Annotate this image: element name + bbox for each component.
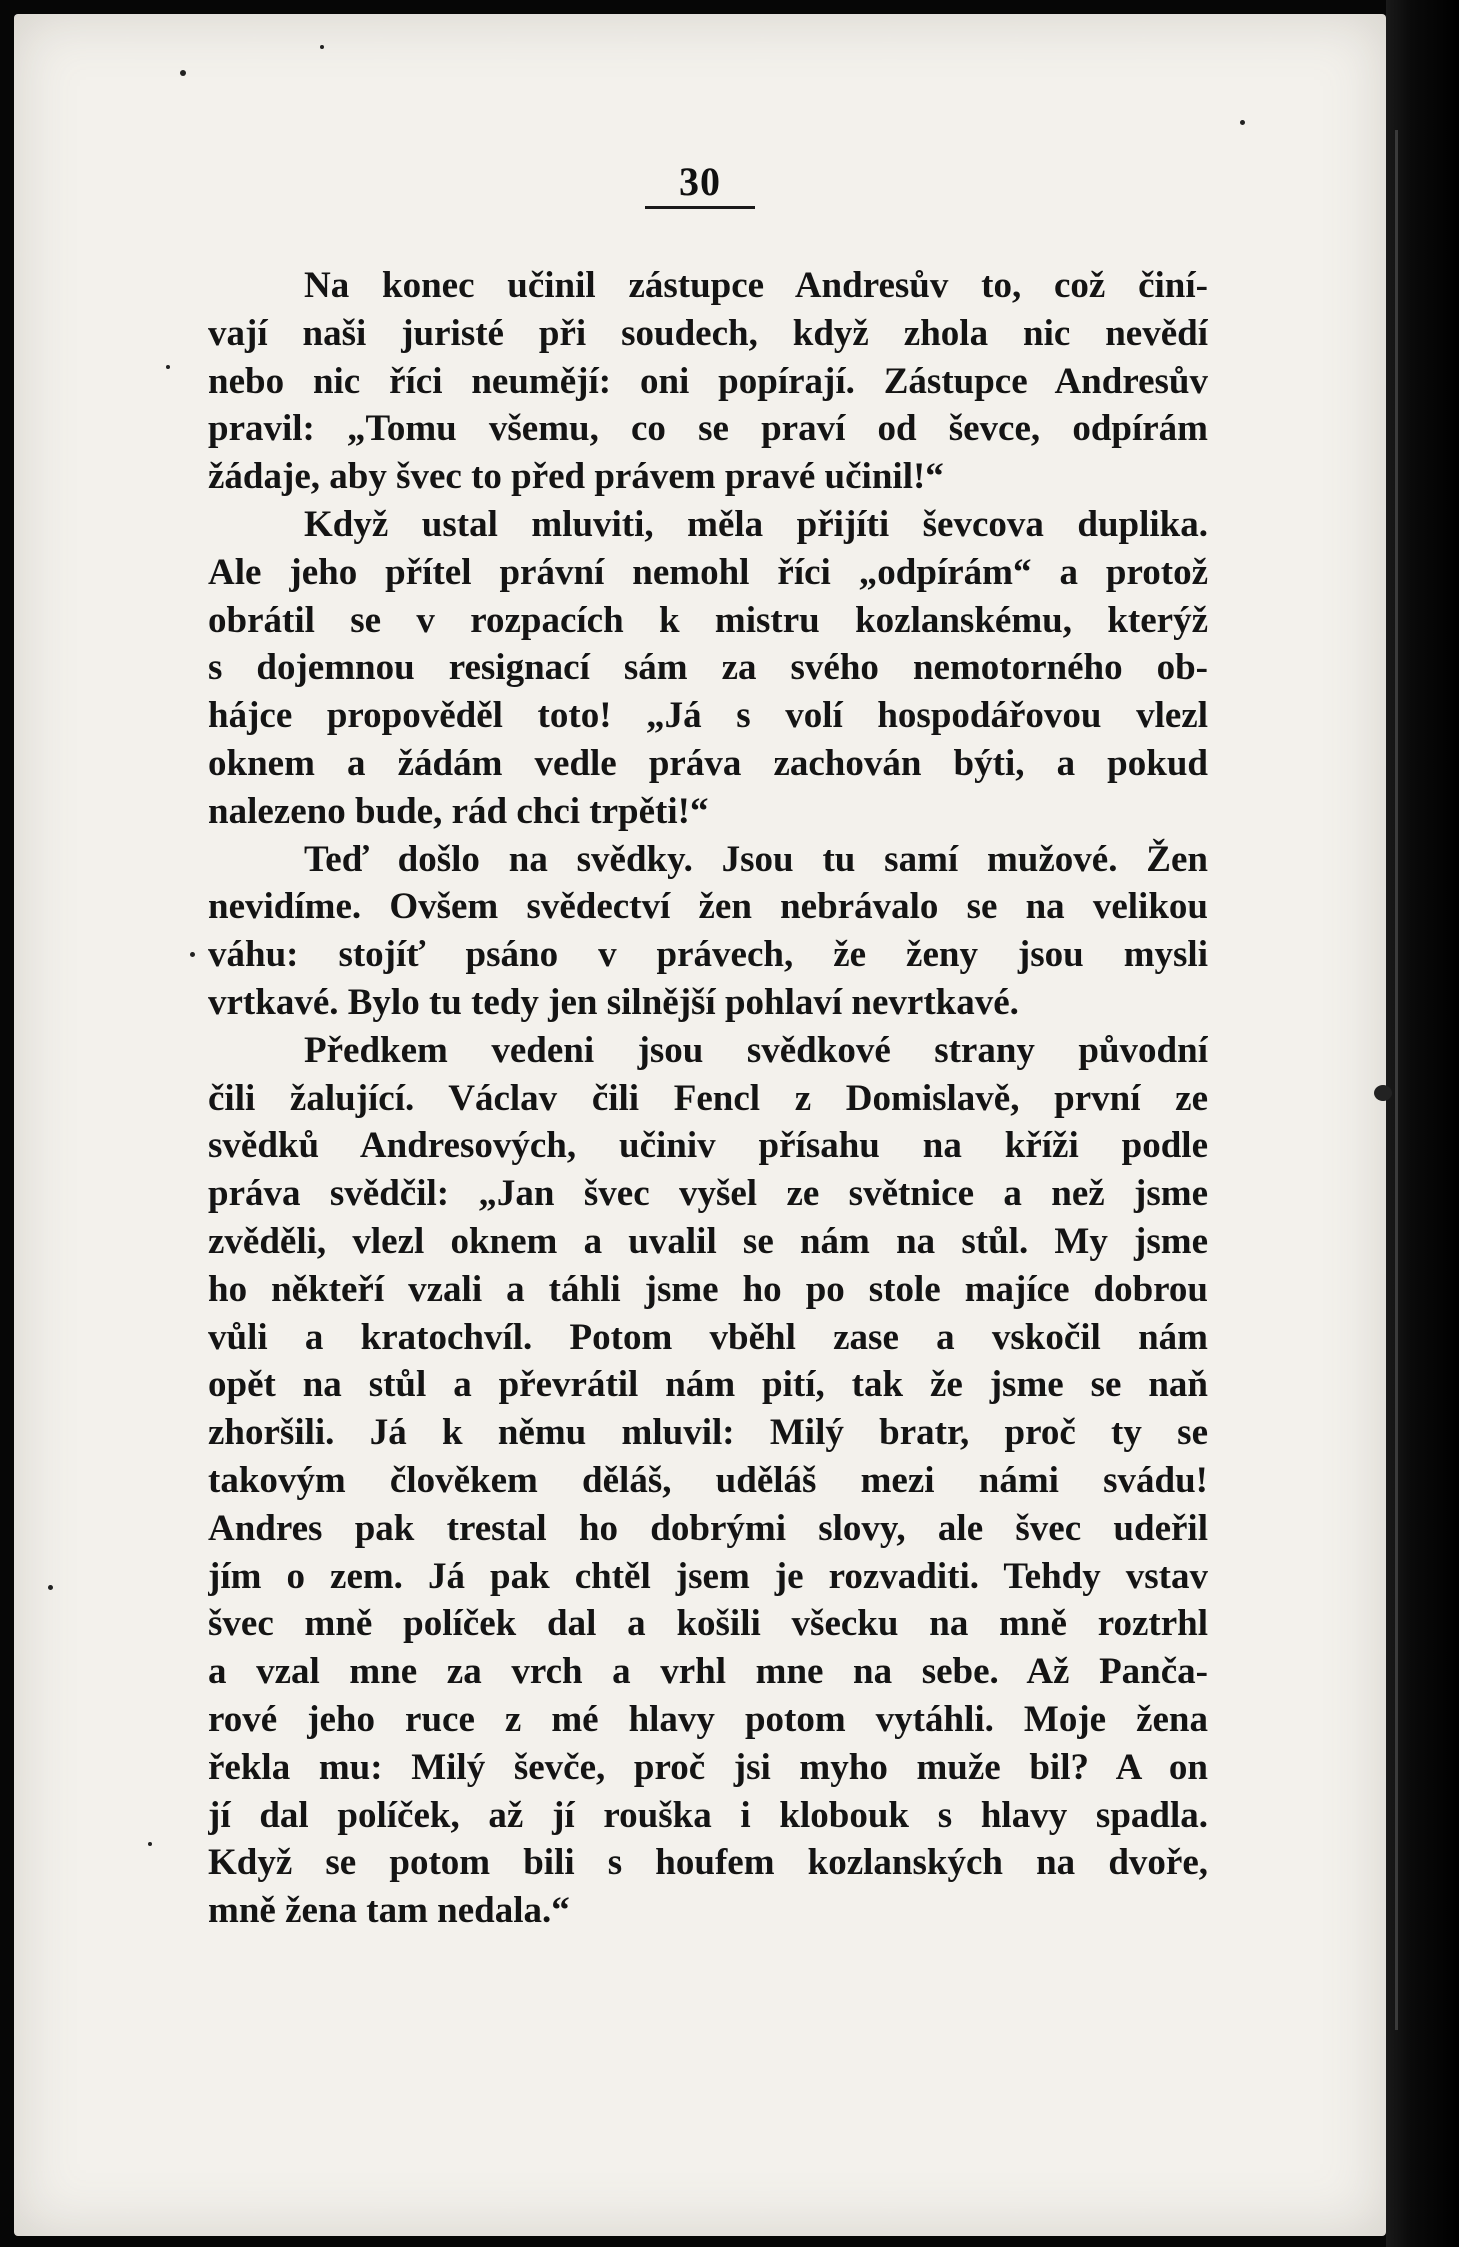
text-line: opět na stůl a převrátil nám pití, tak že jsme se naň — [208, 1364, 1208, 1406]
text-line: ho někteří vzali a táhli jsme ho po stole majíce dobrou — [208, 1268, 1208, 1310]
text-line: práva svědčil: „Jan švec vyšel ze světnice a než jsme — [208, 1173, 1208, 1215]
text-line: řekla mu: Milý ševče, proč jsi myho muže bil? A on — [208, 1746, 1208, 1788]
scan-speck — [180, 70, 186, 76]
text-line: Když se potom bili s houfem kozlanských na dvoře, — [208, 1842, 1208, 1884]
text-line: hájce propověděl toto! „Já s volí hospodářovou vlezl — [208, 695, 1208, 737]
text-line: oknem a žádám vedle práva zachován býti, a pokud — [208, 742, 1208, 784]
text-line: svědků Andresových, učiniv přísahu na kříži podle — [208, 1125, 1208, 1167]
text-line: vají naši juristé při soudech, když zhola nic nevědí — [208, 312, 1208, 354]
scan-speck — [1240, 120, 1245, 125]
text-line: nevidíme. Ovšem svědectví žen nebrávalo se na velikou — [208, 886, 1208, 928]
text-line: obrátil se v rozpacích k mistru kozlanskému, kterýž — [208, 599, 1208, 641]
text-line: zvěděli, vlezl oknem a uvalil se nám na stůl. My jsme — [208, 1220, 1208, 1262]
scan-speck — [166, 365, 170, 369]
text-line: švec mně políček dal a košili všecku na mně roztrhl — [208, 1603, 1208, 1645]
page-number-rule — [645, 206, 755, 209]
scan-speck — [1374, 1085, 1392, 1101]
text-line: Andres pak trestal ho dobrými slovy, ale švec udeřil — [208, 1507, 1208, 1549]
text-line: vůli a kratochvíl. Potom vběhl zase a vskočil nám — [208, 1316, 1208, 1358]
text-line: Na konec učinil zástupce Andresův to, což činí- — [304, 265, 1208, 306]
page-number: 30 — [679, 159, 721, 204]
binding-line — [1395, 130, 1398, 2030]
text-line: takovým člověkem děláš, uděláš mezi námi svádu! — [208, 1459, 1208, 1501]
text-line: Ale jeho přítel právní nemohl říci „odpírám“ a protož — [208, 551, 1208, 593]
text-line: jím o zem. Já pak chtěl jsem je rozvaditi. Tehdy vstav — [208, 1555, 1208, 1597]
text-line: čili žalující. Václav čili Fencl z Domislavě, první ze — [208, 1077, 1208, 1119]
text-line: žádaje, aby švec to před právem pravé učinil!“ — [208, 456, 944, 498]
text-line: zhoršili. Já k němu mluvil: Milý bratr, proč ty se — [208, 1412, 1208, 1454]
text-line: a vzal mne za vrch a vrhl mne na sebe. Až Panča- — [208, 1651, 1208, 1693]
text-line: nalezeno bude, rád chci trpěti!“ — [208, 790, 709, 832]
text-line: jí dal políček, až jí rouška i klobouk s hlavy spadla. — [208, 1794, 1208, 1836]
scan-speck — [148, 1842, 152, 1846]
text-line: Když ustal mluviti, měla přijíti ševcova duplika. — [304, 503, 1208, 545]
body-text — [208, 262, 1208, 1935]
text-line: Předkem vedeni jsou svědkové strany původní — [304, 1029, 1208, 1071]
text-line: pravil: „Tomu všemu, co se praví od ševce, odpírám — [208, 408, 1208, 450]
text-line: vrtkavé. Bylo tu tedy jen silnější pohlaví nevrtkavé. — [208, 981, 1019, 1023]
scan-speck — [320, 45, 324, 49]
text-line: váhu: stojíť psáno v právech, že ženy jsou mysli — [208, 934, 1208, 976]
text-line: mně žena tam nedala.“ — [208, 1890, 570, 1932]
scan-speck — [190, 952, 195, 957]
text-line: nebo nic říci neumějí: oni popírají. Zástupce Andresův — [208, 360, 1208, 402]
text-line: s dojemnou resignací sám za svého nemotorného ob- — [208, 647, 1208, 689]
scan-speck — [48, 1585, 53, 1590]
text-line: rové jeho ruce z mé hlavy potom vytáhli. Moje žena — [208, 1698, 1208, 1740]
text-line: Teď došlo na svědky. Jsou tu samí mužové. Žen — [304, 838, 1208, 880]
